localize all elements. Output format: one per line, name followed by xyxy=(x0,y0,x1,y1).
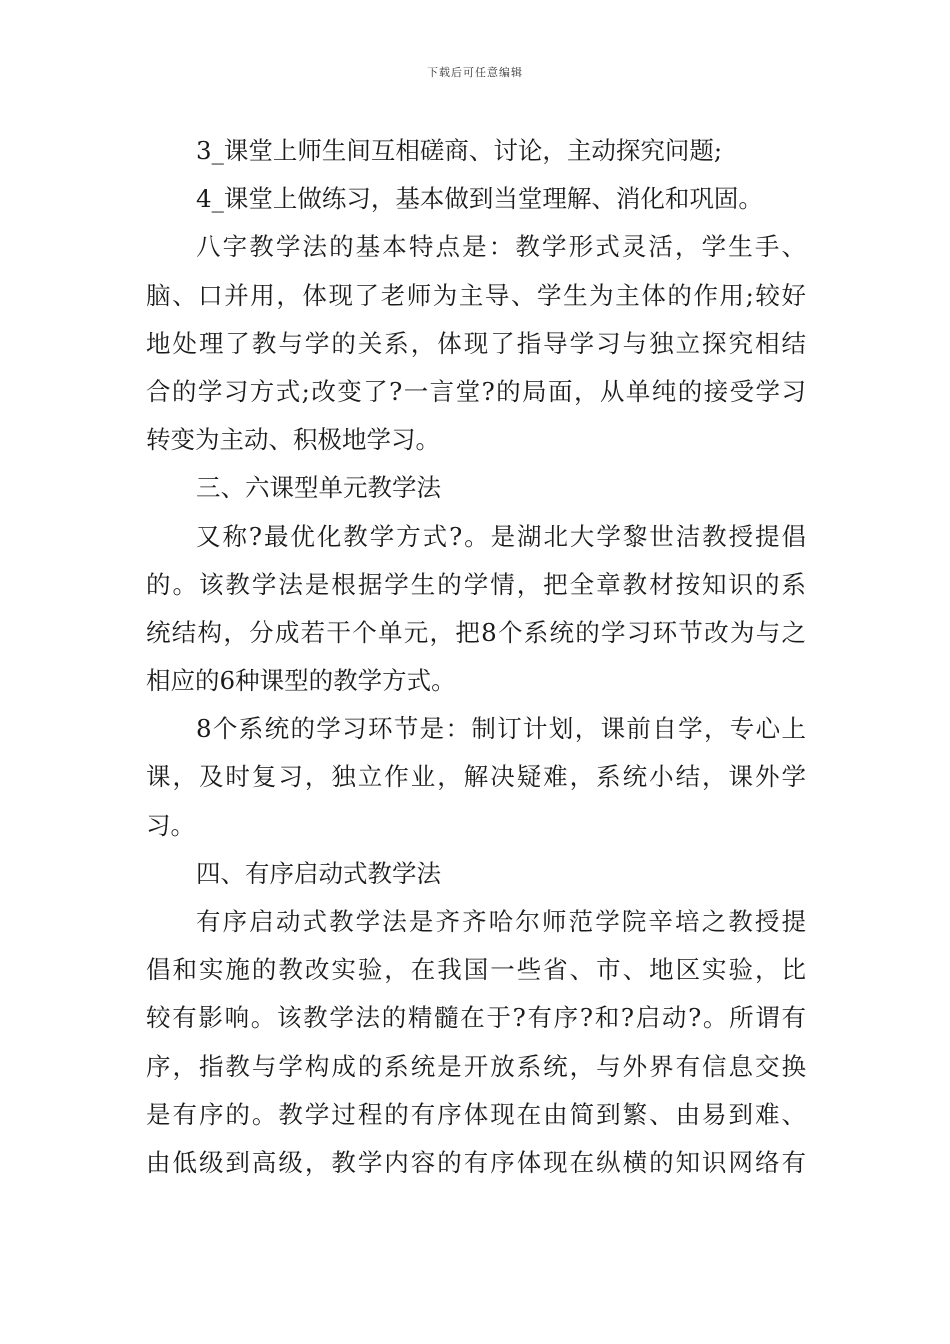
text-line: 由低级到高级，教学内容的有序体现在纵横的知识网络有 xyxy=(146,1147,806,1177)
text-line: 的。该教学法是根据学生的学情，把全章教材按知识的系 xyxy=(146,569,806,599)
text-line: 合的学习方式;改变了?一言堂?的局面，从单纯的接受学习 xyxy=(146,376,806,406)
text-line: 4_课堂上做练习，基本做到当堂理解、消化和巩固。 xyxy=(196,184,763,214)
text-line: 相应的6种课型的教学方式。 xyxy=(146,666,456,696)
text-line: 习。 xyxy=(146,810,195,840)
document-body xyxy=(146,127,806,1187)
text-line: 8个系统的学习环节是：制订计划，课前自学，专心上 xyxy=(196,714,806,744)
text-line: 是有序的。教学过程的有序体现在由简到繁、由易到难、 xyxy=(146,1099,806,1129)
text-line: 地处理了教与学的关系，体现了指导学习与独立探究相结 xyxy=(146,328,806,358)
text-line: 课，及时复习，独立作业，解决疑难，系统小结，课外学 xyxy=(146,762,806,792)
text-line: 转变为主动、积极地学习。 xyxy=(146,425,440,455)
text-line: 脑、口并用，体现了老师为主导、学生为主体的作用;较好 xyxy=(146,280,806,310)
text-line: 有序启动式教学法是齐齐哈尔师范学院辛培之教授提 xyxy=(196,907,806,936)
text-line: 统结构，分成若干个单元，把8个系统的学习环节改为与之 xyxy=(146,617,806,647)
text-line: 3_课堂上师生间互相磋商、讨论，主动探究问题; xyxy=(196,136,723,165)
section-heading: 四、有序启动式教学法 xyxy=(196,858,441,888)
text-line: 较有影响。该教学法的精髓在于?有序?和?启动?。所谓有 xyxy=(146,1003,806,1033)
section-heading: 三、六课型单元教学法 xyxy=(196,473,441,503)
text-line: 序，指教与学构成的系统是开放系统，与外界有信息交换 xyxy=(146,1051,806,1081)
text-line: 八字教学法的基本特点是：教学形式灵活，学生手、 xyxy=(196,232,806,262)
page-header-note: 下载后可任意编辑 xyxy=(427,66,523,79)
text-line: 又称?最优化教学方式?。是湖北大学黎世洁教授提倡 xyxy=(196,521,806,551)
text-line: 倡和实施的教改实验，在我国一些省、市、地区实验，比 xyxy=(146,955,806,985)
